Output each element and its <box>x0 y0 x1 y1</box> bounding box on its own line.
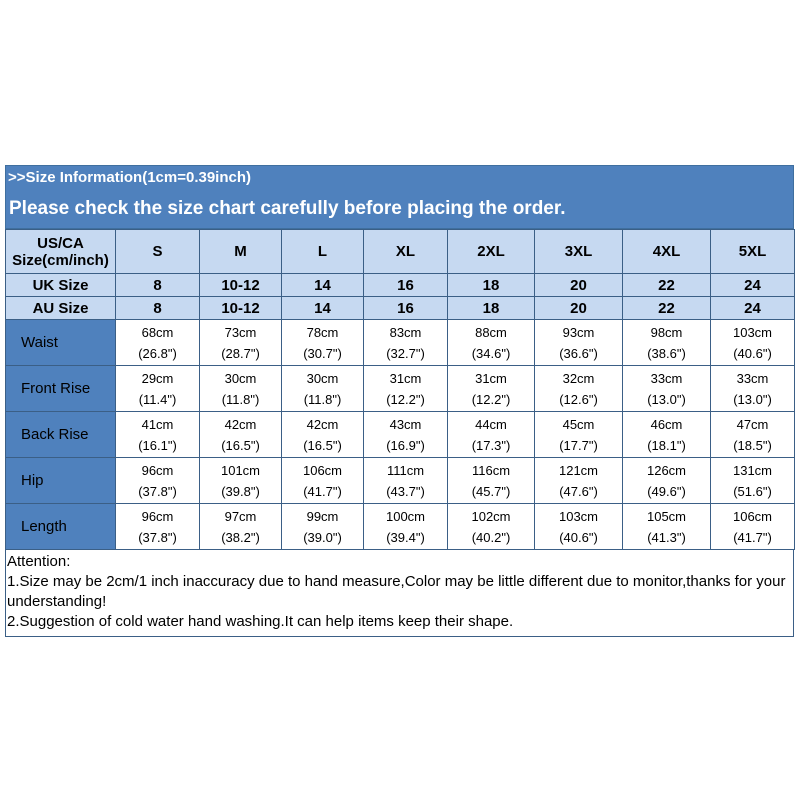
measurement-cm: 32cm <box>562 370 595 386</box>
measurement-inch: (12.6") <box>559 391 598 407</box>
measurement-cell <box>116 366 200 412</box>
measurement-cm: 97cm <box>224 508 257 524</box>
size-conversion-cell: 24 <box>711 274 795 297</box>
measurement-cell <box>448 320 535 366</box>
measurement-inch: (43.7") <box>386 483 425 499</box>
measurement-cm: 41cm <box>141 416 174 432</box>
note-item: 1.Size may be 2cm/1 inch inaccuracy due to hand measure,Color may be little different due to monitor,thanks for your understanding! <box>7 573 786 610</box>
corner-label-line2: Size(cm/inch) <box>12 251 109 269</box>
measurement-inch: (45.7") <box>471 483 511 499</box>
notes-title: Attention: <box>7 553 71 570</box>
measurement-cell <box>535 412 623 458</box>
measurement-cm: 93cm <box>562 324 595 340</box>
measurement-inch: (12.2") <box>386 391 425 407</box>
measurement-cell <box>364 366 448 412</box>
size-conversion-cell: 20 <box>535 297 623 320</box>
measurement-cell <box>623 458 711 504</box>
size-conversion-cell: 22 <box>623 274 711 297</box>
size-conversion-row <box>6 297 795 320</box>
measurement-cm: 101cm <box>220 462 261 478</box>
measurement-inch: (32.7") <box>386 345 425 361</box>
measurement-cm: 96cm <box>141 508 174 524</box>
size-column-header: S <box>116 230 200 274</box>
size-table <box>5 229 795 550</box>
measurement-cm: 78cm <box>306 324 339 340</box>
measurement-label: Front Rise <box>6 366 116 412</box>
measurement-inch: (41.7") <box>303 483 342 499</box>
size-conversion-cell: 8 <box>116 274 200 297</box>
size-row-label: AU Size <box>6 297 116 320</box>
measurement-inch: (38.6") <box>647 345 686 361</box>
measurement-inch: (49.6") <box>647 483 686 499</box>
chart-header <box>5 165 794 229</box>
measurement-inch: (12.2") <box>471 391 511 407</box>
measurement-cell <box>200 504 282 550</box>
measurement-label: Length <box>6 504 116 550</box>
measurement-cell <box>282 412 364 458</box>
measurement-cell <box>364 412 448 458</box>
measurement-cm: 131cm <box>732 462 773 478</box>
size-conversion-cell: 8 <box>116 297 200 320</box>
measurement-inch: (18.1") <box>647 437 686 453</box>
size-column-header: M <box>200 230 282 274</box>
size-check-notice: Please check the size chart carefully before placing the order. <box>9 198 566 219</box>
measurement-cm: 42cm <box>224 416 257 432</box>
measurement-cell <box>448 366 535 412</box>
measurement-cell <box>364 320 448 366</box>
size-conversion-row <box>6 274 795 297</box>
size-column-header: L <box>282 230 364 274</box>
measurement-cm: 121cm <box>558 462 599 478</box>
size-column-header: XL <box>364 230 448 274</box>
measurement-inch: (39.0") <box>303 529 342 545</box>
size-info-title: >>Size Information(1cm=0.39inch) <box>8 169 251 186</box>
measurement-cm: 29cm <box>141 370 174 386</box>
size-column-header: 3XL <box>535 230 623 274</box>
measurement-cell <box>282 320 364 366</box>
measurement-cm: 45cm <box>562 416 595 432</box>
measurement-cm: 33cm <box>736 370 769 386</box>
measurement-cm: 88cm <box>475 324 507 340</box>
size-conversion-cell: 10-12 <box>200 297 282 320</box>
measurement-label: Back Rise <box>6 412 116 458</box>
measurement-inch: (34.6") <box>471 345 511 361</box>
measurement-inch: (41.7") <box>733 529 772 545</box>
measurement-cell <box>116 458 200 504</box>
measurement-cm: 33cm <box>650 370 683 386</box>
measurement-cm: 106cm <box>302 462 343 478</box>
measurement-cell <box>711 458 795 504</box>
measurement-cell <box>282 366 364 412</box>
measurement-inch: (11.8") <box>303 391 342 407</box>
measurement-cell <box>364 458 448 504</box>
measurement-inch: (18.5") <box>733 437 772 453</box>
measurement-inch: (39.4") <box>386 529 425 545</box>
measurement-cm: 99cm <box>306 508 339 524</box>
size-conversion-cell: 10-12 <box>200 274 282 297</box>
measurement-inch: (38.2") <box>221 529 260 545</box>
measurement-cm: 31cm <box>475 370 507 386</box>
measurement-cell <box>623 320 711 366</box>
measurement-inch: (37.8") <box>138 483 177 499</box>
size-conversion-cell: 18 <box>448 274 535 297</box>
measurement-inch: (17.7") <box>559 437 598 453</box>
measurement-cm: 44cm <box>475 416 507 432</box>
measurement-cell <box>448 458 535 504</box>
measurement-cell <box>535 504 623 550</box>
measurement-row <box>6 504 795 550</box>
measurement-cell <box>711 366 795 412</box>
measurement-cm: 96cm <box>141 462 174 478</box>
size-conversion-cell: 14 <box>282 274 364 297</box>
measurement-cm: 31cm <box>389 370 422 386</box>
measurement-cell <box>623 366 711 412</box>
measurement-cell <box>535 458 623 504</box>
size-row-label: UK Size <box>6 274 116 297</box>
measurement-inch: (11.8") <box>221 391 260 407</box>
measurement-cm: 68cm <box>141 324 174 340</box>
measurement-row <box>6 366 795 412</box>
size-conversion-cell: 22 <box>623 297 711 320</box>
measurement-inch: (26.8") <box>138 345 177 361</box>
measurement-cell <box>711 504 795 550</box>
size-header-row <box>6 230 795 274</box>
measurement-cell <box>448 504 535 550</box>
measurement-inch: (40.6") <box>559 529 598 545</box>
measurement-cm: 126cm <box>646 462 687 478</box>
measurement-inch: (47.6") <box>559 483 598 499</box>
measurement-cell <box>200 412 282 458</box>
measurement-inch: (28.7") <box>221 345 260 361</box>
measurement-cell <box>711 320 795 366</box>
measurement-inch: (16.5") <box>221 437 260 453</box>
measurement-cell <box>116 504 200 550</box>
measurement-cm: 103cm <box>732 324 773 340</box>
size-conversion-cell: 20 <box>535 274 623 297</box>
size-column-header: 4XL <box>623 230 711 274</box>
measurement-cm: 103cm <box>558 508 599 524</box>
measurement-cm: 30cm <box>224 370 257 386</box>
measurement-cm: 43cm <box>389 416 422 432</box>
measurement-inch: (41.3") <box>647 529 686 545</box>
size-conversion-cell: 14 <box>282 297 364 320</box>
measurement-cm: 116cm <box>471 462 511 478</box>
measurement-cell <box>623 412 711 458</box>
measurement-cell <box>535 366 623 412</box>
measurement-inch: (11.4") <box>138 391 177 407</box>
measurement-cm: 106cm <box>732 508 773 524</box>
measurement-cell <box>535 320 623 366</box>
measurement-cm: 111cm <box>386 462 425 478</box>
measurement-cell <box>200 366 282 412</box>
measurement-cell <box>282 458 364 504</box>
measurement-cell <box>711 412 795 458</box>
note-item: 2.Suggestion of cold water hand washing.It can help items keep their shape. <box>7 613 514 630</box>
size-conversion-cell: 24 <box>711 297 795 320</box>
measurement-cell <box>116 320 200 366</box>
measurement-inch: (13.0") <box>733 391 772 407</box>
measurement-inch: (16.5") <box>303 437 342 453</box>
size-conversion-cell: 16 <box>364 297 448 320</box>
size-conversion-cell: 18 <box>448 297 535 320</box>
measurement-cell <box>200 320 282 366</box>
measurement-cm: 30cm <box>306 370 339 386</box>
measurement-inch: (36.6") <box>559 345 598 361</box>
measurement-inch: (40.2") <box>471 529 511 545</box>
measurement-inch: (37.8") <box>138 529 177 545</box>
size-conversion-cell: 16 <box>364 274 448 297</box>
measurement-inch: (16.9") <box>386 437 425 453</box>
measurement-inch: (51.6") <box>733 483 772 499</box>
measurement-cm: 102cm <box>471 508 511 524</box>
measurement-label: Waist <box>6 320 116 366</box>
measurement-row <box>6 320 795 366</box>
measurement-inch: (39.8") <box>221 483 260 499</box>
corner-label-line1: US/CA <box>37 234 84 252</box>
measurement-inch: (40.6") <box>733 345 772 361</box>
measurement-inch: (13.0") <box>647 391 686 407</box>
measurement-cell <box>364 504 448 550</box>
measurement-cm: 73cm <box>224 324 257 340</box>
measurement-cm: 83cm <box>389 324 422 340</box>
measurement-cell <box>200 458 282 504</box>
measurement-cell <box>116 412 200 458</box>
measurement-cm: 105cm <box>646 508 687 524</box>
size-column-header: 5XL <box>711 230 795 274</box>
measurement-inch: (30.7") <box>303 345 342 361</box>
measurement-cm: 98cm <box>650 324 683 340</box>
attention-notes <box>5 550 794 637</box>
measurement-cm: 47cm <box>736 416 769 432</box>
measurement-cm: 100cm <box>385 508 426 524</box>
measurement-cm: 42cm <box>306 416 339 432</box>
measurement-inch: (17.3") <box>471 437 511 453</box>
measurement-cell <box>282 504 364 550</box>
size-column-header: 2XL <box>448 230 535 274</box>
measurement-cell <box>448 412 535 458</box>
measurement-row <box>6 412 795 458</box>
measurement-cm: 46cm <box>650 416 683 432</box>
corner-label <box>6 230 116 274</box>
measurement-cell <box>623 504 711 550</box>
measurement-inch: (16.1") <box>138 437 177 453</box>
measurement-label: Hip <box>6 458 116 504</box>
size-chart <box>5 165 794 637</box>
measurement-row <box>6 458 795 504</box>
